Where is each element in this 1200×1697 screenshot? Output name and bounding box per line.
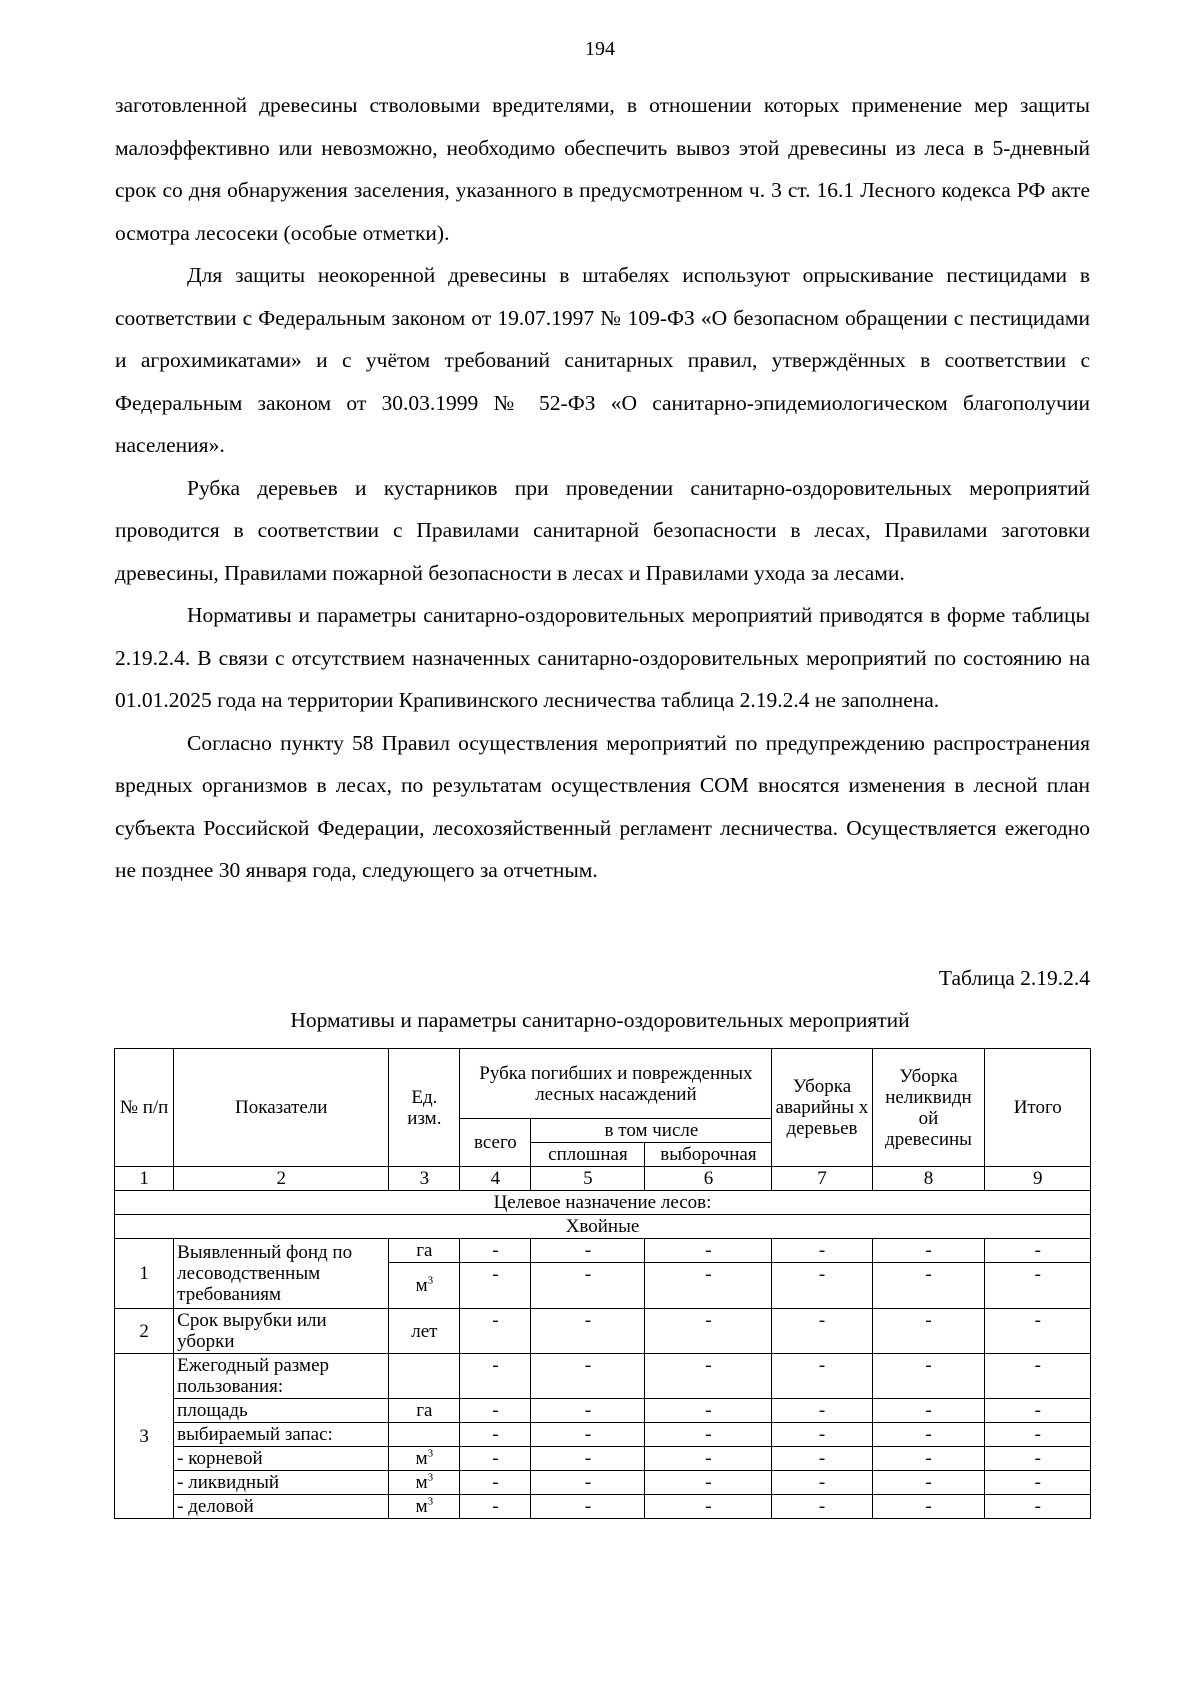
value-cell: -: [985, 1447, 1091, 1471]
unit-cell: [389, 1263, 460, 1309]
header-illiquid-wood: Уборка неликвидн ой древесины: [872, 1049, 985, 1167]
row-label: Срок вырубки или уборки: [174, 1309, 389, 1354]
unit-superscript: 3: [427, 1495, 434, 1508]
value-cell: -: [645, 1495, 772, 1519]
value-cell: -: [872, 1471, 985, 1495]
value-cell: -: [531, 1447, 645, 1471]
value-cell: -: [872, 1309, 985, 1354]
value-cell: -: [985, 1239, 1091, 1263]
table-caption: Нормативы и параметры санитарно-оздоровительных мероприятий: [290, 1008, 910, 1032]
value-cell: -: [531, 1354, 645, 1399]
unit-cell: лет: [389, 1309, 460, 1354]
unit-text: м: [415, 1448, 428, 1469]
value-cell: -: [645, 1471, 772, 1495]
row-number: 1: [115, 1239, 174, 1309]
value-cell: -: [872, 1263, 985, 1309]
value-cell: -: [985, 1471, 1091, 1495]
header-selective-cut: выборочная: [645, 1143, 772, 1167]
header-unit: Ед. изм.: [389, 1049, 460, 1167]
column-number: 9: [985, 1167, 1091, 1191]
value-cell: -: [872, 1239, 985, 1263]
value-cell: -: [772, 1309, 872, 1354]
section-species: Хвойные: [115, 1215, 1091, 1239]
value-cell: -: [772, 1423, 872, 1447]
unit-text: м: [415, 1496, 428, 1517]
value-cell: -: [645, 1399, 772, 1423]
paragraph: заготовленной древесины стволовыми вредителями, в отношении которых применение мер защиты малоэффективно или невозможно, необходимо обеспечить вывоз этой древесины из леса в 5-дневный срок со дня обнаружения заселения, указанного в предусмотренном ч. 3 ст. 16.1 Лесного кодекса РФ акте осмотра лесосеки (особые отметки).: [115, 93, 1090, 245]
value-cell: -: [645, 1263, 772, 1309]
value-cell: -: [772, 1495, 872, 1519]
value-cell: -: [645, 1354, 772, 1399]
value-cell: -: [872, 1399, 985, 1423]
column-number: 4: [460, 1167, 531, 1191]
value-cell: -: [645, 1423, 772, 1447]
paragraph: Нормативы и параметры санитарно-оздоровительных мероприятий приводятся в форме таблицы 2.19.2.4. В связи с отсутствием назначенных санитарно-оздоровительных мероприятий по состоянию на 01.01.2025 года на территории Крапивинского лесничества таблица 2.19.2.4 не заполнена.: [115, 603, 1090, 712]
unit-superscript: 3: [427, 1447, 434, 1460]
value-cell: -: [645, 1239, 772, 1263]
value-cell: -: [531, 1423, 645, 1447]
sub-row-label: - ликвидный: [174, 1471, 389, 1495]
value-cell: -: [985, 1495, 1091, 1519]
sanitary-measures-table: [114, 1048, 1091, 1519]
value-cell: -: [985, 1263, 1091, 1309]
value-cell: -: [460, 1447, 531, 1471]
header-num: № п/п: [115, 1049, 174, 1167]
value-cell: -: [872, 1495, 985, 1519]
value-cell: -: [772, 1239, 872, 1263]
sub-row-label: выбираемый запас:: [174, 1423, 389, 1447]
row-number: 3: [115, 1354, 174, 1519]
unit-cell: [389, 1447, 460, 1471]
paragraph: Рубка деревьев и кустарников при проведении санитарно-оздоровительных мероприятий проводится в соответствии с Правилами санитарной безопасности в лесах, Правилами заготовки древесины, Правилами пожарной безопасности в лесах и Правилами ухода за лесами.: [115, 475, 1090, 585]
value-cell: -: [985, 1399, 1091, 1423]
paragraph: Для защиты неокоренной древесины в штабелях используют опрыскивание пестицидами в соответствии с Федеральным законом от 19.07.1997 № 109-ФЗ «О безопасном обращении с пестицидами и агрохимикатами» и с учётом требований санитарных правил, утверждённых в соответствии с Федеральным законом от 30.03.1999 № 52-ФЗ «О санитарно-эпидемиологическом благополучии населения».: [115, 263, 1090, 457]
value-cell: -: [460, 1495, 531, 1519]
column-number: 7: [772, 1167, 872, 1191]
value-cell: -: [460, 1354, 531, 1399]
value-cell: -: [531, 1399, 645, 1423]
value-cell: -: [460, 1263, 531, 1309]
section-purpose: Целевое назначение лесов:: [115, 1191, 1091, 1215]
value-cell: -: [985, 1309, 1091, 1354]
value-cell: -: [772, 1471, 872, 1495]
header-indicators: Показатели: [174, 1049, 389, 1167]
unit-cell: [389, 1495, 460, 1519]
value-cell: -: [645, 1447, 772, 1471]
value-cell: -: [531, 1263, 645, 1309]
column-number: 6: [645, 1167, 772, 1191]
value-cell: -: [460, 1471, 531, 1495]
header-all: всего: [460, 1119, 531, 1167]
value-cell: -: [872, 1447, 985, 1471]
column-number: 8: [872, 1167, 985, 1191]
sub-row-label: - корневой: [174, 1447, 389, 1471]
header-clear-cut: сплошная: [531, 1143, 645, 1167]
value-cell: -: [772, 1354, 872, 1399]
row-number: 2: [115, 1309, 174, 1354]
value-cell: -: [645, 1309, 772, 1354]
value-cell: -: [460, 1309, 531, 1354]
value-cell: -: [985, 1423, 1091, 1447]
value-cell: -: [531, 1495, 645, 1519]
value-cell: -: [772, 1399, 872, 1423]
value-cell: -: [460, 1423, 531, 1447]
unit-cell: [389, 1354, 460, 1399]
unit-text: м: [415, 1275, 428, 1296]
paragraph: Согласно пункту 58 Правил осуществления мероприятий по предупреждению распространения вредных организмов в лесах, по результатам осуществления СОМ вносятся изменения в лесной план субъекта Российской Федерации, лесохозяйственный регламент лесничества. Осуществляется ежегодно не позднее 30 января года, следующего за отчетным.: [115, 730, 1090, 882]
unit-cell: [389, 1471, 460, 1495]
sub-row-label: площадь: [174, 1399, 389, 1423]
sub-row-label: - деловой: [174, 1495, 389, 1519]
value-cell: -: [985, 1354, 1091, 1399]
unit-cell: [389, 1423, 460, 1447]
header-total: Итого: [985, 1049, 1091, 1167]
table-reference: Таблица 2.19.2.4: [938, 966, 1090, 990]
value-cell: -: [531, 1309, 645, 1354]
column-number: 2: [174, 1167, 389, 1191]
column-number: 1: [115, 1167, 174, 1191]
unit-superscript: 3: [427, 1274, 434, 1287]
value-cell: -: [772, 1447, 872, 1471]
unit-text: м: [415, 1472, 428, 1493]
value-cell: -: [460, 1239, 531, 1263]
value-cell: -: [531, 1239, 645, 1263]
column-number: 3: [389, 1167, 460, 1191]
value-cell: -: [772, 1263, 872, 1309]
unit-cell: га: [389, 1399, 460, 1423]
value-cell: -: [872, 1423, 985, 1447]
column-number: 5: [531, 1167, 645, 1191]
row-label: Выявленный фонд по лесоводственным требованиям: [174, 1239, 389, 1309]
value-cell: -: [531, 1471, 645, 1495]
unit-cell: га: [389, 1239, 460, 1263]
value-cell: -: [460, 1399, 531, 1423]
value-cell: -: [872, 1354, 985, 1399]
header-felling: Рубка погибших и поврежденных лесных насаждений: [460, 1049, 772, 1119]
unit-superscript: 3: [427, 1471, 434, 1484]
header-including: в том числе: [531, 1119, 772, 1143]
page-number: 194: [585, 38, 615, 60]
row-label: Ежегодный размер пользования:: [174, 1354, 389, 1399]
body-text: [115, 84, 1090, 892]
header-emergency-trees: Уборка аварийны х деревьев: [772, 1049, 872, 1167]
